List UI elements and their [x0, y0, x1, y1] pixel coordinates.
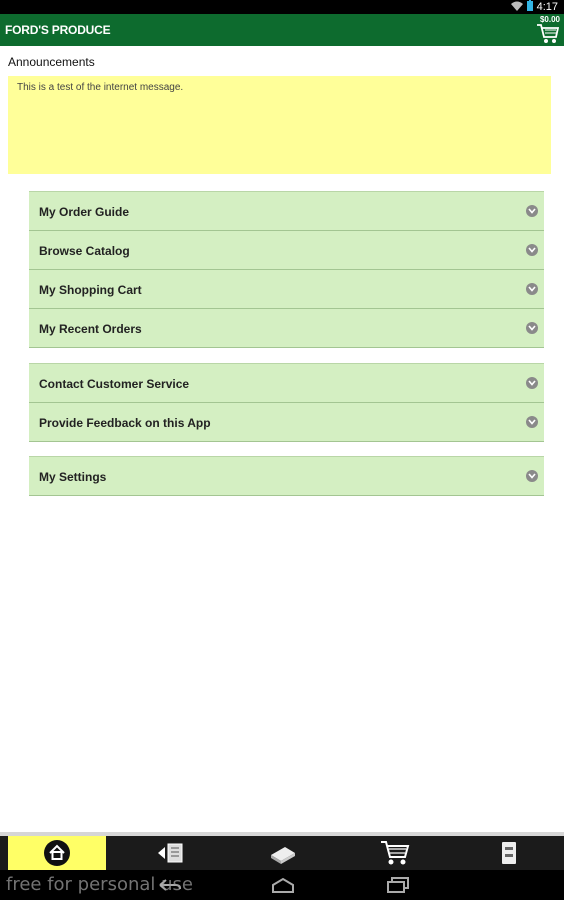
clock: 4:17 [536, 1, 558, 13]
chevron-down-icon [526, 205, 538, 217]
menu-item-shopping-cart[interactable] [29, 270, 544, 309]
tab-order-guide[interactable] [122, 836, 220, 870]
menu-item-label: My Shopping Cart [39, 283, 142, 297]
menu-item-label: My Recent Orders [39, 322, 142, 336]
menu-item-label: Contact Customer Service [39, 377, 190, 391]
status-bar [0, 0, 564, 14]
announcement-message: This is a test of the internet message. [17, 82, 184, 93]
chevron-down-icon [526, 244, 538, 256]
cart-icon [380, 840, 410, 866]
menu-item-contact-customer-service[interactable] [29, 364, 544, 403]
status-icons [511, 0, 558, 14]
bottom-tab-bar [0, 836, 564, 870]
tab-settings[interactable] [460, 836, 558, 870]
chevron-down-icon [526, 470, 538, 482]
menu-item-provide-feedback[interactable] [29, 403, 544, 442]
menu-item-label: Browse Catalog [39, 244, 130, 258]
menu-item-label: My Order Guide [39, 205, 130, 219]
menu-item-recent-orders[interactable] [29, 309, 544, 348]
order-guide-icon [156, 841, 186, 865]
tab-catalog[interactable] [234, 836, 332, 870]
menu-group-support [29, 363, 544, 442]
chevron-down-icon [526, 377, 538, 389]
menu-item-my-settings[interactable] [29, 457, 544, 496]
app-bar [0, 14, 564, 46]
home-nav-icon[interactable] [270, 876, 296, 894]
settings-icon [499, 840, 519, 866]
announcements-heading: Announcements [8, 55, 95, 69]
watermark: free for personal use [6, 874, 193, 895]
menu-item-label: Provide Feedback on this App [39, 416, 211, 430]
menu-item-browse-catalog[interactable] [29, 231, 544, 270]
chevron-down-icon [526, 322, 538, 334]
announcement-message-box [8, 76, 551, 174]
header-cart-button[interactable] [534, 15, 560, 45]
recent-apps-icon[interactable] [386, 876, 412, 894]
chevron-down-icon [526, 416, 538, 428]
menu-item-label: My Settings [39, 470, 107, 484]
chevron-down-icon [526, 283, 538, 295]
menu-group-main [29, 191, 544, 348]
cart-total-amount: $0.00 [539, 15, 560, 24]
cart-icon [537, 24, 559, 44]
menu-group-settings [29, 456, 544, 496]
tab-cart[interactable] [346, 836, 444, 870]
app-title: FORD'S PRODUCE [5, 23, 111, 37]
tab-home[interactable] [8, 836, 106, 870]
menu-item-order-guide[interactable] [29, 192, 544, 231]
catalog-icon [269, 841, 297, 865]
home-icon [43, 839, 71, 867]
